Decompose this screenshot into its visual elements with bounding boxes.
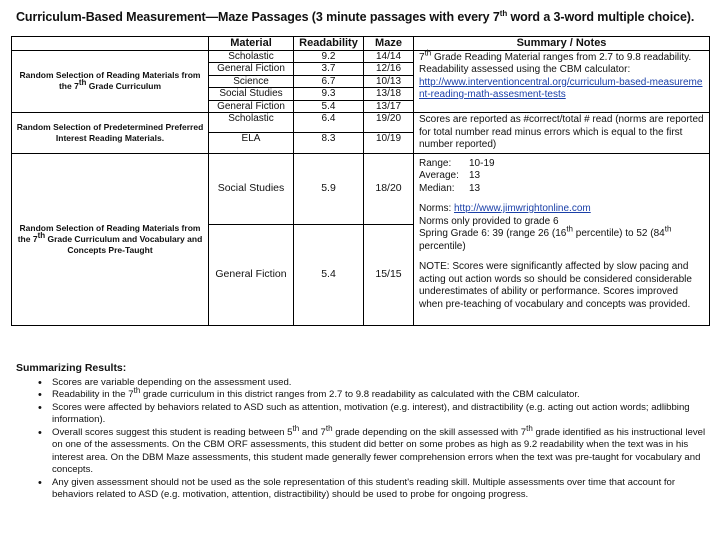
group3-label: Random Selection of Reading Materials from the 7th Grade Curriculum and Vocabulary and Concepts Pre-Taught: [12, 153, 209, 325]
average-line: Average: 13: [419, 170, 481, 181]
readability-cell: 3.7: [294, 63, 364, 76]
group1-label: Random Selection of Reading Materials from the 7th Grade Curriculum: [12, 50, 209, 113]
maze-cell: 19/20: [364, 113, 414, 133]
header-readability: Readability: [294, 37, 364, 51]
notes-cell-3: Range: 10-19 Average: 13 Median: 13 Norms: http://www.jimwrightonline.com Norms only provided to grade 6 Spring Grade 6: 39 (range 26 (16th percentile) to 52 (84th percentile) NOTE: Scores were significantly affected by slow pacing and acting out action words so should be considered considerable underestimates of ability or performance. Scores improved when pre-teaching of vocabulary and concepts was provided.: [414, 153, 710, 325]
maze-cell: 18/20: [364, 153, 414, 224]
readability-cell: 9.2: [294, 50, 364, 63]
maze-cell: 10/19: [364, 133, 414, 153]
note-text: NOTE: Scores were significantly affected by slow pacing and acting out action words so should be considered considerable underestimates of ability or performance. Scores improved when pre-teaching of vocabulary and concepts was provided.: [419, 261, 692, 310]
table-row: [12, 113, 710, 133]
material-cell: General Fiction: [209, 100, 294, 113]
table-row: [12, 153, 710, 224]
material-cell: Social Studies: [209, 153, 294, 224]
readability-cell: 6.4: [294, 113, 364, 133]
summary-heading: Summarizing Results:: [16, 362, 127, 374]
table-header-row: [12, 37, 710, 51]
summary-section: [16, 362, 706, 502]
norms-link[interactable]: http://www.jimwrightonline.com: [454, 203, 591, 214]
list-item: • Any given assessment should not be used as the sole representation of this student's reading skill. Multiple assessments over time that account for behaviors related to ASD (e.g. motivation, attention, distractibility) should be used to probe for ongoing progress.: [40, 477, 706, 502]
list-item: • Overall scores suggest this student is reading between 5th and 7th grade depending on the skill assessed with 7th grade identified as his instructional level on one of the assessments. On the CBM ORF assessments, this student did better on some probes as high as 9.2 readability when the text was in his interest area. On the DBM Maze assessments, this student made generally fewer comprehension errors when the text was pre-taught for vocabulary and concepts.: [40, 427, 706, 477]
material-cell: ELA: [209, 133, 294, 153]
range-line: Range: 10-19: [419, 157, 495, 169]
header-material: Material: [209, 37, 294, 51]
notes-cell-2: Scores are reported as #correct/total # read (norms are reported for total number read minus errors which is equal to the first number reported): [414, 113, 710, 154]
header-summary: Summary / Notes: [414, 37, 710, 51]
header-maze: Maze: [364, 37, 414, 51]
table-row: [12, 50, 710, 63]
list-item: • Readability in the 7th grade curriculum in this district ranges from 2.7 to 9.8 readability as calculated with the CBM calculator.: [40, 389, 706, 402]
material-cell: General Fiction: [209, 224, 294, 325]
results-table: [11, 36, 710, 326]
readability-cell: 5.4: [294, 224, 364, 325]
material-cell: Scholastic: [209, 50, 294, 63]
readability-cell: 9.3: [294, 88, 364, 101]
material-cell: Social Studies: [209, 88, 294, 101]
readability-cell: 8.3: [294, 133, 364, 153]
cbm-calculator-link[interactable]: http://www.interventioncentral.org/curriculum-based-measurement-reading-math-assesment-tests: [419, 76, 703, 100]
group2-label: Random Selection of Predetermined Preferred Interest Reading Materials.: [12, 113, 209, 154]
readability-cell: 6.7: [294, 75, 364, 88]
maze-cell: 14/14: [364, 50, 414, 63]
maze-cell: 13/17: [364, 100, 414, 113]
material-cell: Scholastic: [209, 113, 294, 133]
material-cell: General Fiction: [209, 63, 294, 76]
notes-cell-1: 7th Grade Reading Material ranges from 2.7 to 9.8 readability. Readability assessed using the CBM calculator: http://www.interventioncentral.org/curriculum-based-measurement-reading-math-assesment-tests: [414, 50, 710, 113]
list-item: • Scores are variable depending on the assessment used.: [40, 377, 706, 390]
maze-cell: 15/15: [364, 224, 414, 325]
page-title: Curriculum-Based Measurement—Maze Passages (3 minute passages with every 7th word a 3-word multiple choice).: [16, 8, 695, 24]
maze-cell: 12/16: [364, 63, 414, 76]
material-cell: Science: [209, 75, 294, 88]
maze-cell: 10/13: [364, 75, 414, 88]
readability-cell: 5.4: [294, 100, 364, 113]
median-line: Median: 13: [419, 182, 481, 194]
list-item: • Scores were affected by behaviors related to ASD such as attention, motivation (e.g. interest), and distractibility (e.g. acting out action words; adlibbing information).: [40, 402, 706, 427]
readability-cell: 5.9: [294, 153, 364, 224]
maze-cell: 13/18: [364, 88, 414, 101]
